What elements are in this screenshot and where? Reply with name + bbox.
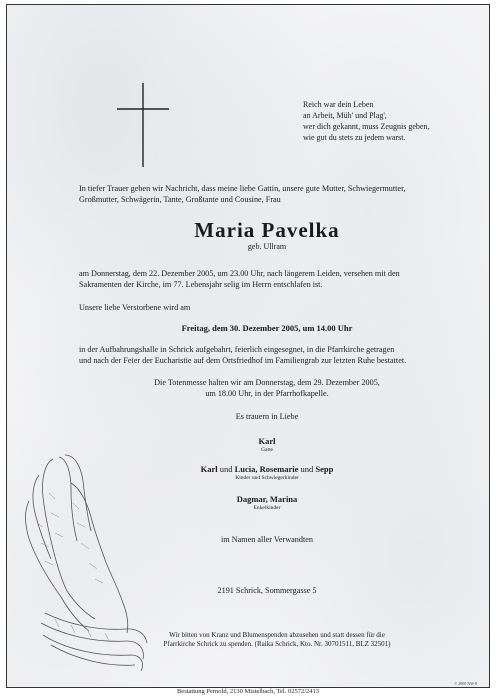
mass-line: um 18.00 Uhr, in der Pfarrhofkapelle.: [205, 389, 329, 398]
husband-name: Karl: [258, 436, 276, 446]
cross-icon: [117, 83, 169, 167]
child-name: Karl: [200, 464, 218, 474]
deceased-name: Maria Pavelka: [194, 218, 340, 242]
death-line: Sakramenten der Kirche, im 77. Lebensjahr selig im Herrn entschlafen ist.: [79, 280, 323, 289]
intro-line: In tiefer Trauer geben wir Nachricht, dass meine liebe Gattin, unsere gute Mutter, Schwiegermutter,: [79, 184, 406, 193]
donation-line: Wir bitten von Kranz und Blumenspenden abzusehen und statt dessen für die: [169, 631, 385, 639]
child-name: Lucia, Rosemarie: [234, 464, 299, 474]
intro-text: [79, 183, 479, 205]
funeral-text: [79, 344, 479, 366]
conjunction: und: [219, 464, 233, 474]
obituary-card: [6, 4, 490, 688]
grandchildren-names: Dagmar, Marina: [236, 494, 298, 504]
print-code: © 2000 NW-8: [454, 681, 477, 686]
children-role: Kinder und Schwiegerkinder: [235, 475, 299, 481]
intro-line: Großmutter, Schwägerin, Tante, Großtante und Cousine, Frau: [79, 195, 281, 204]
death-text: [79, 268, 479, 290]
child-name: Sepp: [315, 464, 334, 474]
poem-line: an Arbeit, Müh' und Plag',: [303, 111, 387, 120]
grandchildren-role: Enkelkinder: [253, 505, 281, 511]
mass-text: [67, 377, 467, 399]
donation-line: Pfarrkirche Schrick zu spenden. (Raika Schrick, Kto. Nr. 30701511, BLZ 32501): [163, 640, 391, 648]
funeral-intro: Unsere liebe Verstorbene wird am: [79, 303, 191, 312]
poem: [303, 99, 493, 143]
funeral-line: und nach der Feier der Eucharistie auf dem Ortsfriedhof im Familiengrab zur letzten Ruhe bestattet.: [79, 356, 407, 365]
funeral-date: Freitag, dem 30. Dezember 2005, um 14.00 Uhr: [181, 323, 353, 333]
mourners-heading: Es trauern in Liebe: [235, 412, 299, 421]
poem-line: wie gut du stets zu jedem warst.: [303, 133, 406, 142]
husband-role: Gatte: [261, 447, 273, 453]
conjunction: und: [300, 464, 314, 474]
birth-name: geb. Ullram: [247, 242, 287, 251]
publisher-line: Bestattung Pernold, 2130 Mistelbach, Tel. 02572/2413: [176, 688, 320, 695]
poem-line: wer dich gekannt, muss Zeugnis geben,: [303, 122, 430, 131]
funeral-line: in der Aufbahrungshalle in Schrick aufgebahrt, feierlich eingesegnet, in die Pfarrkirche getragen: [79, 345, 395, 354]
relatives-line: im Namen aller Verwandten: [221, 535, 313, 544]
donation-note: [87, 631, 467, 649]
death-line: am Donnerstag, dem 22. Dezember 2005, um 23.00 Uhr, nach längerem Leiden, versehen mit den: [79, 269, 400, 278]
poem-line: Reich war dein Leben: [303, 100, 374, 109]
address: 2191 Schrick, Sommergasse 5: [217, 586, 317, 595]
mass-line: Die Totenmesse halten wir am Donnerstag, dem 29. Dezember 2005,: [154, 378, 380, 387]
